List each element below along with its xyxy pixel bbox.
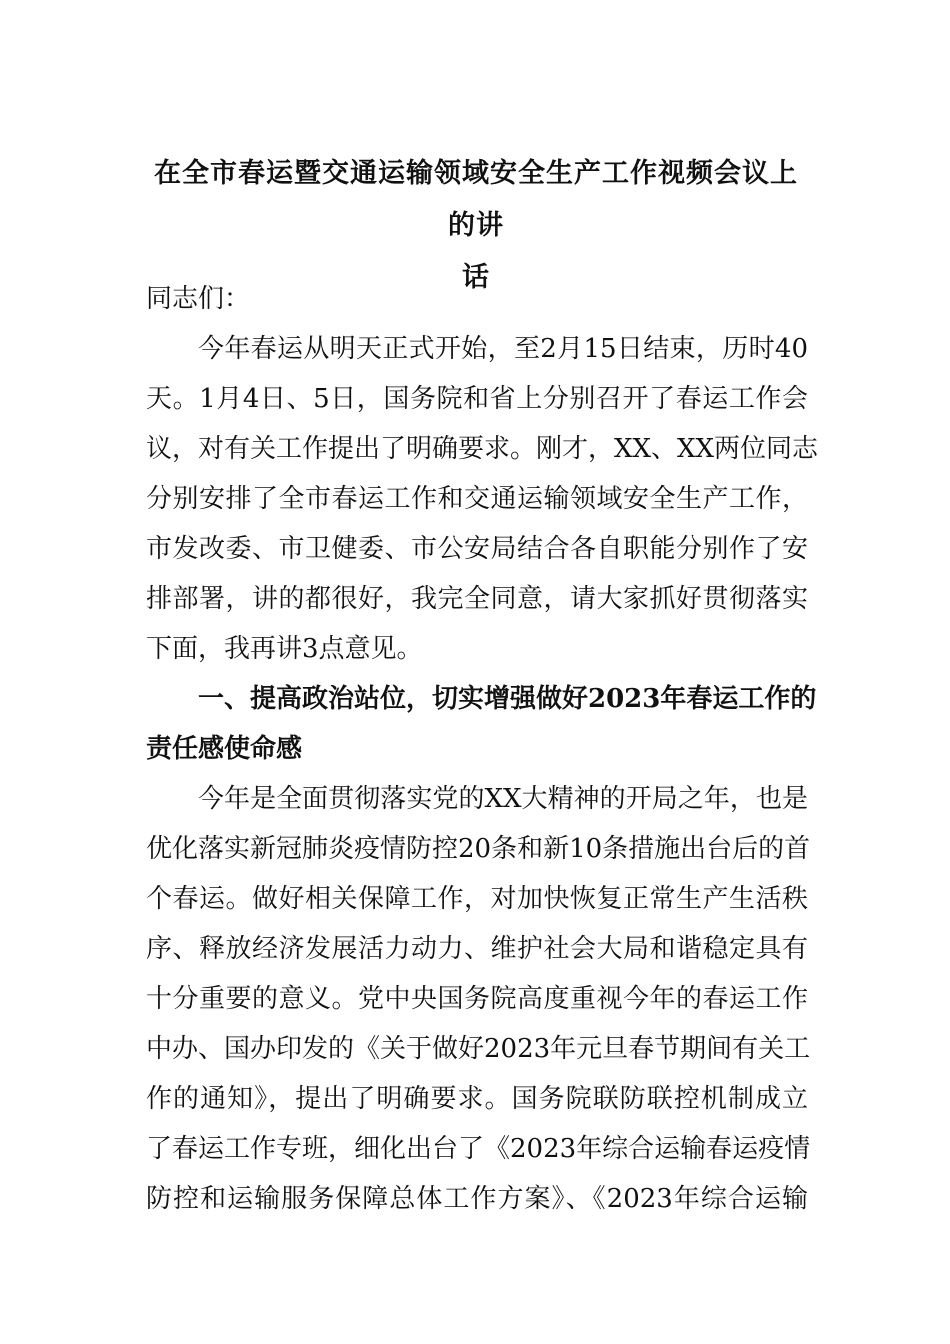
paragraph-line: 优化落实新冠肺炎疫情防控20条和新10条措施出台后的首 [146,834,811,864]
paragraph-line: 个春运。做好相关保障工作，对加快恢复正常生产生活秩 [146,884,808,914]
paragraph-line: 排部署，讲的都很好，我完全同意，请大家抓好贯彻落实 [146,584,808,614]
paragraph-line: 分别安排了全市春运工作和交通运输领域安全生产工作， [146,484,808,514]
paragraph-line: 下面，我再讲3点意见。 [146,634,423,664]
title-line-2: 话 [462,262,490,293]
title-line-1: 在全市春运暨交通运输领域安全生产工作视频会议上的讲 [154,158,798,241]
paragraph-line: 今年是全面贯彻落实党的XX大精神的开局之年，也是 [198,784,808,814]
paragraph-line: 序、释放经济发展活力动力、维护社会大局和谐稳定具有 [146,934,808,964]
paragraph-line: 中办、国办印发的《关于做好2023年元旦春节期间有关工 [146,1034,811,1064]
paragraph-line: 了春运工作专班，细化出台了《2023年综合运输春运疫情 [146,1134,811,1164]
section-heading-line: 责任感使命感 [146,734,303,764]
paragraph-line: 作的通知》，提出了明确要求。国务院联防联控机制成立 [146,1084,808,1114]
paragraph-line: 议，对有关工作提出了明确要求。刚才，XX、XX两位同志 [146,434,819,464]
paragraph-line: 市发改委、市卫健委、市公安局结合各自职能分别作了安 [146,534,808,564]
paragraph-line: 今年春运从明天正式开始，至2月15日结束，历时40 [198,334,808,364]
section-heading-line: 一、提高政治站位，切实增强做好2023年春运工作的 [198,684,817,714]
salutation: 同志们： [146,284,251,314]
paragraph-line: 天。1月4日、5日，国务院和省上分别召开了春运工作会 [146,384,808,414]
paragraph-line: 十分重要的意义。党中央国务院高度重视今年的春运工作 [146,984,808,1014]
paragraph-line: 防控和运输服务保障总体工作方案》、《2023年综合运输 [146,1184,808,1214]
